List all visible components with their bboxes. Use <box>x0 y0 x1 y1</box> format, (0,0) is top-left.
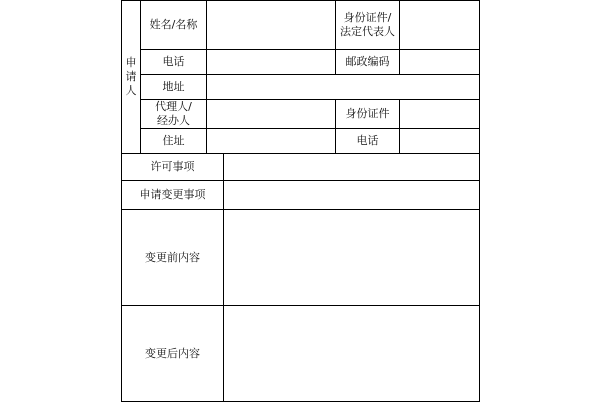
agent-phone-field[interactable] <box>400 129 480 154</box>
applicant-section-label <box>122 1 141 154</box>
applicant-name-row <box>122 1 480 50</box>
applicant-phone-row <box>122 50 480 75</box>
id-legal-rep-field[interactable] <box>400 1 480 50</box>
before-change-row <box>122 210 480 306</box>
residence-label: 住址 <box>141 129 207 154</box>
applicant-label-char-3: 人 <box>125 84 137 97</box>
permit-item-field[interactable] <box>224 154 480 181</box>
before-change-label: 变更前内容 <box>122 210 224 306</box>
name-label: 姓名/名称 <box>141 1 207 50</box>
agent-row <box>122 100 480 129</box>
address-field[interactable] <box>207 75 480 100</box>
id-label-line2: 法定代表人 <box>340 25 395 38</box>
applicant-address-row <box>122 75 480 100</box>
change-item-row <box>122 181 480 210</box>
agent-name-field[interactable] <box>207 100 336 129</box>
after-change-field[interactable] <box>224 306 480 402</box>
postcode-label: 邮政编码 <box>336 50 400 75</box>
applicant-label-char-2: 请 <box>125 70 137 83</box>
after-change-row <box>122 306 480 402</box>
residence-field[interactable] <box>207 129 336 154</box>
agent-label-line2: 经办人 <box>157 114 190 127</box>
id-legal-rep-label <box>336 1 400 50</box>
applicant-label-char-1: 申 <box>125 56 137 69</box>
agent-residence-row <box>122 129 480 154</box>
postcode-field[interactable] <box>400 50 480 75</box>
permit-item-label: 许可事项 <box>122 154 224 181</box>
agent-id-label: 身份证件 <box>336 100 400 129</box>
agent-label-line1: 代理人/ <box>155 100 192 113</box>
agent-phone-label: 电话 <box>336 129 400 154</box>
phone-label: 电话 <box>141 50 207 75</box>
change-item-field[interactable] <box>224 181 480 210</box>
agent-id-field[interactable] <box>400 100 480 129</box>
after-change-label: 变更后内容 <box>122 306 224 402</box>
phone-field[interactable] <box>207 50 336 75</box>
name-field[interactable] <box>207 1 336 50</box>
id-label-line1: 身份证件/ <box>343 11 392 24</box>
permit-item-row <box>122 154 480 181</box>
change-application-table <box>121 0 480 402</box>
change-item-label: 申请变更事项 <box>122 181 224 210</box>
before-change-field[interactable] <box>224 210 480 306</box>
agent-label <box>141 100 207 129</box>
address-label: 地址 <box>141 75 207 100</box>
